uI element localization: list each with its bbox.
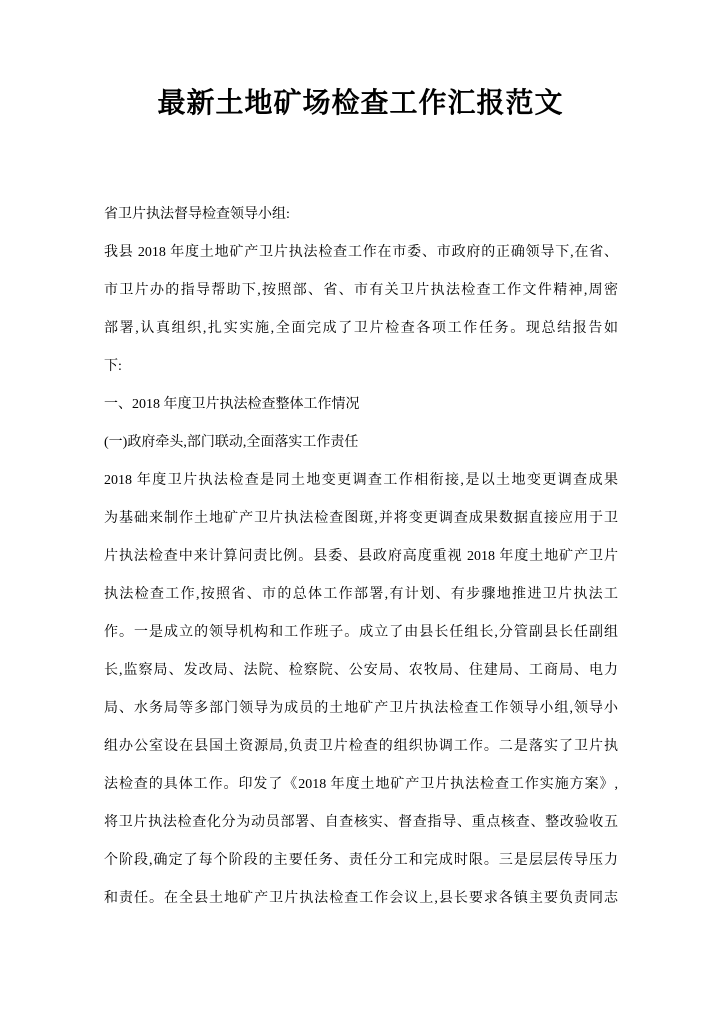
body-line: 为基础来制作土地矿产卫片执法检查图斑,并将变更调查成果数据直接应用于卫 bbox=[104, 511, 618, 526]
subsection-heading: (一)政府牵头,部门联动,全面落实工作责任 bbox=[104, 435, 359, 450]
body-line: 个阶段,确定了每个阶段的主要任务、责任分工和完成时限。三是层层传导压力 bbox=[104, 853, 618, 868]
body-line: 法检查的具体工作。印发了《2018 年度土地矿产卫片执法检查工作实施方案》, bbox=[104, 777, 618, 792]
body-line: 作。一是成立的领导机构和工作班子。成立了由县长任组长,分管副县长任副组 bbox=[104, 625, 618, 640]
body-line: 长,监察局、发改局、法院、检察院、公安局、农牧局、住建局、工商局、电力 bbox=[104, 663, 618, 678]
document-title: 最新土地矿场检查工作汇报范文 bbox=[157, 88, 564, 119]
body-line: 市卫片办的指导帮助下,按照部、省、市有关卫片执法检查工作文件精神,周密 bbox=[104, 283, 618, 298]
section-heading: 一、2018 年度卫片执法检查整体工作情况 bbox=[104, 397, 360, 412]
body-line: 组办公室设在县国土资源局,负责卫片检查的组织协调工作。二是落实了卫片执 bbox=[104, 739, 618, 754]
body-line: 执法检查工作,按照省、市的总体工作部署,有计划、有步骤地推进卫片执法工 bbox=[104, 587, 618, 602]
body-line: 2018 年度卫片执法检查是同土地变更调查工作相衔接,是以土地变更调查成果 bbox=[104, 473, 618, 488]
salutation-line: 省卫片执法督导检查领导小组: bbox=[104, 207, 290, 222]
body-line: 部署,认真组织,扎实实施,全面完成了卫片检查各项工作任务。现总结报告如 bbox=[104, 321, 618, 336]
body-line: 和责任。在全县土地矿产卫片执法检查工作会议上,县长要求各镇主要负责同志 bbox=[104, 891, 618, 906]
paragraph-end-line: 下: bbox=[104, 359, 122, 374]
body-line: 将卫片执法检查化分为动员部署、自查核实、督查指导、重点核查、整改验收五 bbox=[104, 815, 618, 830]
body-line: 片执法检查中来计算问责比例。县委、县政府高度重视 2018 年度土地矿产卫片 bbox=[104, 549, 618, 564]
document-body bbox=[104, 196, 618, 918]
body-line: 局、水务局等多部门领导为成员的土地矿产卫片执法检查工作领导小组,领导小 bbox=[104, 701, 618, 716]
body-line: 我县 2018 年度土地矿产卫片执法检查工作在市委、市政府的正确领导下,在省、 bbox=[104, 245, 618, 260]
